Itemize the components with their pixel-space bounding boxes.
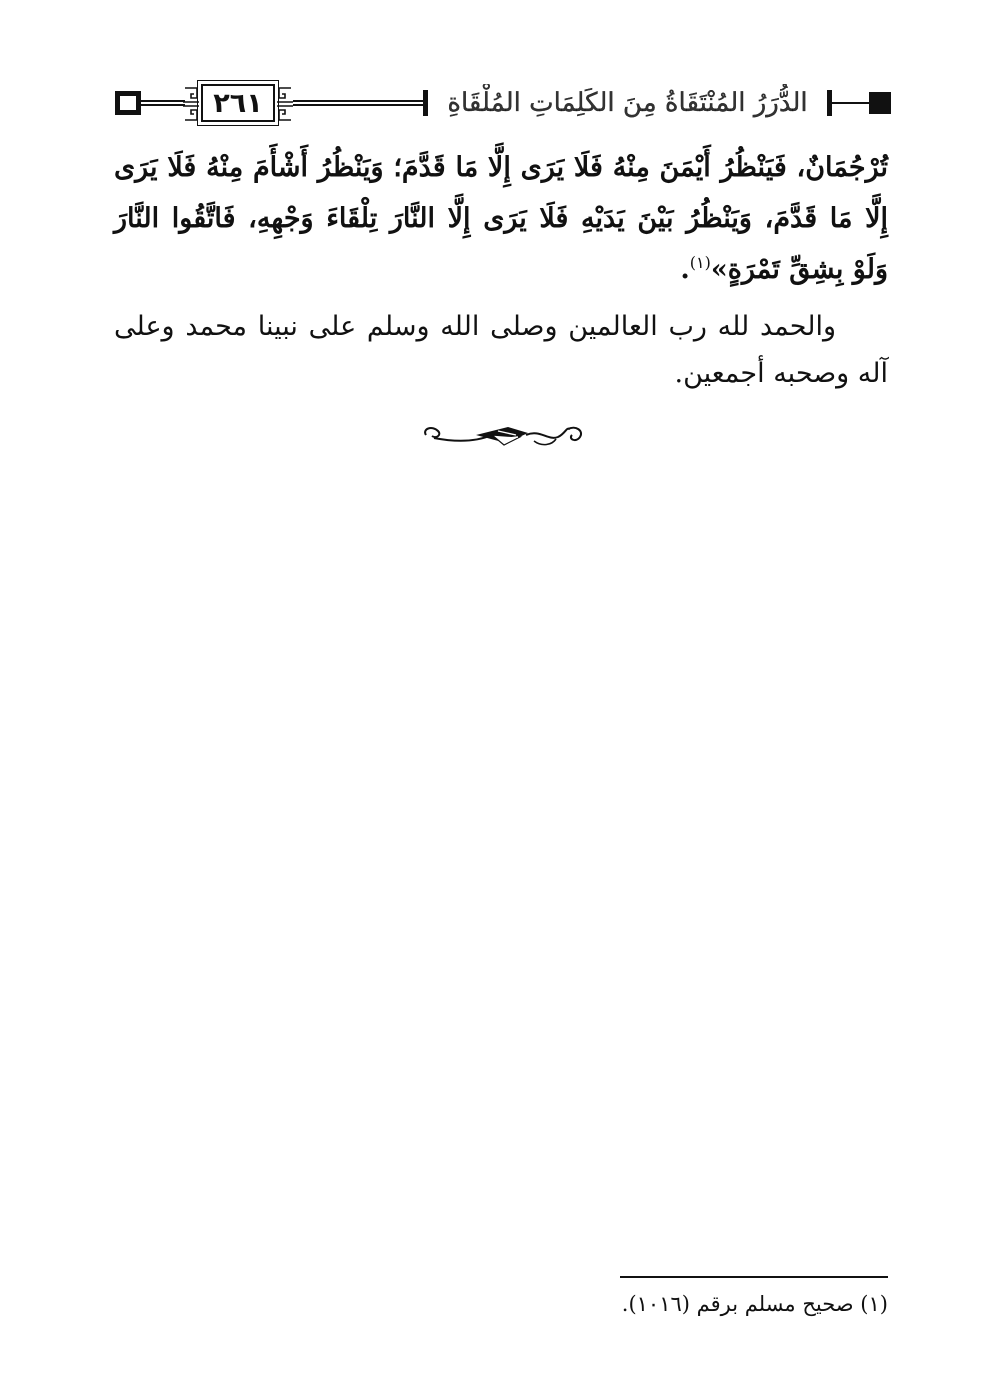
floral-divider-icon bbox=[420, 419, 586, 453]
closing-paragraph: والحمد لله رب العالمين وصلى الله وسلم على نبينا محمد وعلى آله وصحبه أجمعين. bbox=[114, 311, 888, 389]
hadith-end-mark: . bbox=[680, 254, 690, 285]
header-rule bbox=[293, 100, 423, 106]
footnote-separator bbox=[620, 1276, 888, 1278]
footnote-1: (١) صحيح مسلم برقم (١٠١٦). bbox=[621, 1292, 888, 1316]
running-header bbox=[115, 82, 891, 126]
hadith-paragraph bbox=[114, 142, 888, 295]
header-rule bbox=[832, 102, 872, 104]
header-bar-icon bbox=[423, 90, 428, 116]
hadith-text: تُرْجُمَانٌ، فَيَنْظُرُ أَيْمَنَ مِنْهُ فَلَا يَرَى إِلَّا مَا قَدَّمَ؛ وَيَنْظُرُ أَشْأَمَ مِنْهُ فَلَا يَرَى إِلَّا مَا قَدَّمَ، وَيَنْظُرُ بَيْنَ يَدَيْهِ فَلَا يَرَى إِلَّا النَّارَ تِلْقَاءَ وَجْهِهِ، فَاتَّقُوا النَّارَ وَلَوْ بِشِقِّ تَمْرَةٍ» bbox=[114, 152, 888, 285]
book-title: الدُّرَرُ المُنْتَقَاةُ مِنَ الكَلِمَاتِ المُلْقَاةِ bbox=[447, 88, 808, 118]
header-square-right-icon bbox=[869, 92, 891, 114]
header-square-left-icon bbox=[115, 91, 141, 115]
page-number-frame bbox=[183, 82, 293, 126]
header-rule bbox=[141, 100, 185, 106]
footnote-reference[interactable]: (١) bbox=[689, 253, 711, 272]
page-number: ٢٦١ bbox=[201, 84, 275, 122]
